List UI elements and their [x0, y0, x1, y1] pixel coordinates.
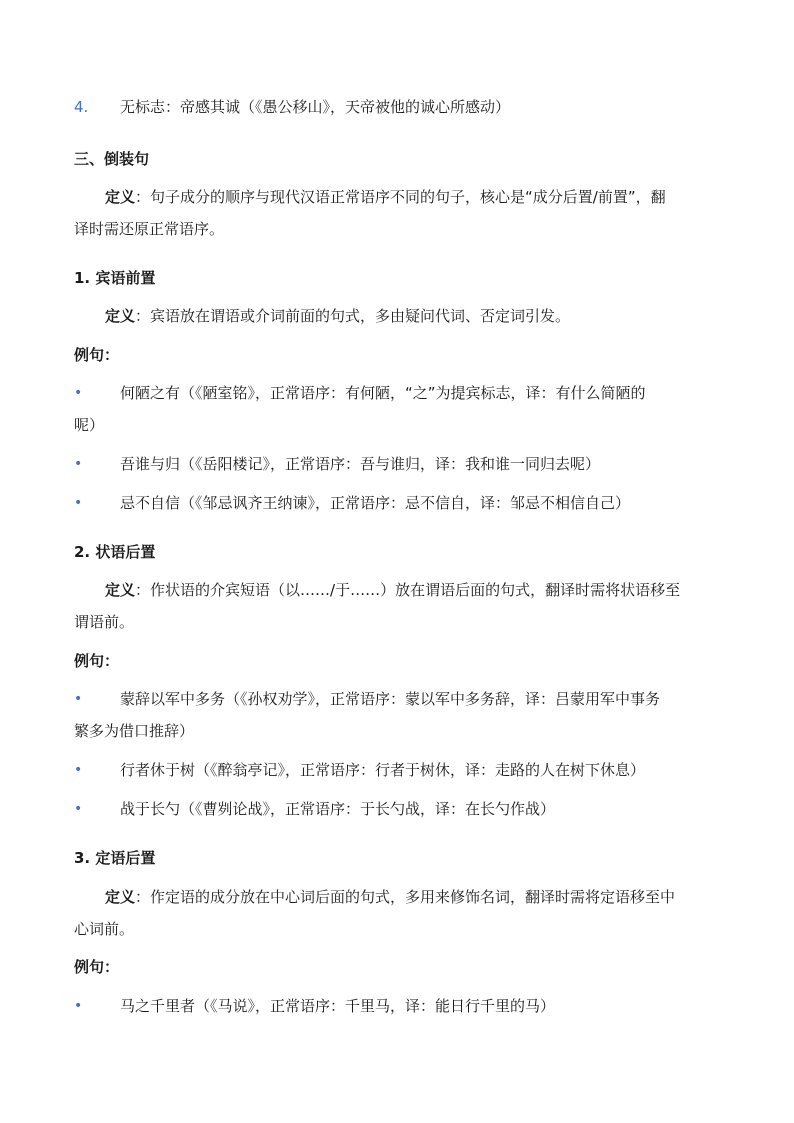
examples-label: 例句： — [74, 958, 120, 976]
definition-text: ：作定语的成分放在中心词后面的句式，多用来修饰名词，翻译时需将定语移至中 — [135, 888, 676, 906]
definition-label: 定义 — [105, 888, 136, 906]
section-heading: 三、倒装句 — [74, 150, 150, 168]
definition-text: ：宾语放在谓语或介词前面的句式，多由疑问代词、否定词引发。 — [135, 307, 571, 325]
subsection-definition — [105, 578, 680, 602]
examples-label: 例句： — [74, 652, 120, 670]
examples-label: 例句： — [74, 346, 120, 364]
definition-text: ：句子成分的顺序与现代汉语正常语序不同的句子，核心是“成分后置/前置”，翻 — [135, 188, 666, 206]
example-item: 行者休于树（《醉翁亭记》，正常语序：行者于树休，译：走路的人在树下休息） — [120, 761, 646, 779]
subsection-definition-cont: 心词前。 — [74, 920, 135, 938]
subsection-definition — [105, 304, 570, 328]
example-item: 吾谁与归（《岳阳楼记》，正常语序：吾与谁归，译：我和谁一同归去呢） — [120, 455, 601, 473]
subsection-heading: 2. 状语后置 — [74, 543, 156, 561]
example-item-cont: 呢） — [74, 416, 105, 434]
example-item: 马之千里者（《马说》，正常语序：千里马，译：能日行千里的马） — [120, 997, 556, 1015]
definition-label: 定义 — [105, 188, 136, 206]
definition-text: ：作状语的介宾短语（以……/于……）放在谓语后面的句式，翻译时需将状语移至 — [135, 581, 681, 599]
bullet-dot: • — [74, 998, 83, 1014]
bullet-dot: • — [74, 495, 83, 511]
example-item: 忌不自信（《邹忌讽齐王纳谏》，正常语序：忌不信自，译：邹忌不相信自己） — [120, 494, 631, 512]
item-text: 无标志：帝感其诚（《愚公移山》，天帝被他的诚心所感动） — [120, 98, 511, 116]
definition-label: 定义 — [105, 581, 136, 599]
bullet-dot: • — [74, 762, 83, 778]
bullet-dot: • — [74, 801, 83, 817]
item-number: 4. — [74, 98, 89, 116]
subsection-heading: 1. 宾语前置 — [74, 269, 156, 287]
example-item: 战于长勺（《曹刿论战》，正常语序：于长勺战，译：在长勺作战） — [120, 800, 556, 818]
section-definition-cont: 译时需还原正常语序。 — [74, 220, 225, 238]
example-item: 蒙辞以军中多务（《孙权劝学》，正常语序：蒙以军中多务辞，译：吕蒙用军中事务 — [120, 690, 661, 708]
bullet-dot: • — [74, 385, 83, 401]
bullet-dot: • — [74, 691, 83, 707]
example-item: 何陋之有（《陋室铭》，正常语序：有何陋，“之”为提宾标志，译：有什么简陋的 — [120, 384, 646, 402]
section-definition — [105, 185, 666, 209]
definition-label: 定义 — [105, 307, 136, 325]
subsection-heading: 3. 定语后置 — [74, 849, 156, 867]
subsection-definition-cont: 谓语前。 — [74, 613, 135, 631]
numbered-item — [74, 95, 510, 119]
subsection-definition — [105, 885, 675, 909]
example-item-cont: 繁多为借口推辞） — [74, 722, 195, 740]
bullet-dot: • — [74, 456, 83, 472]
